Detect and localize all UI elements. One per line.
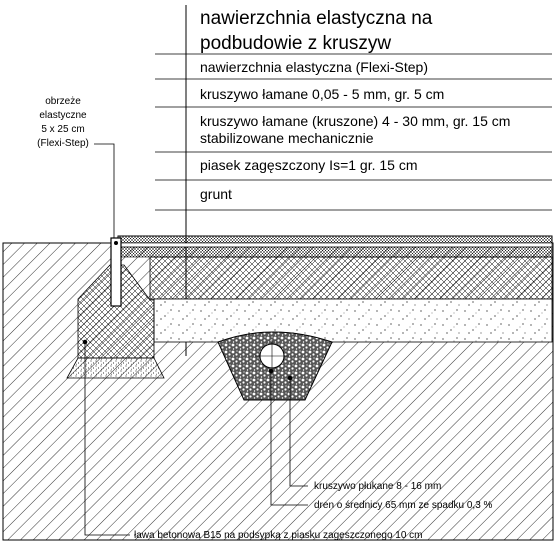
drawing-title-line: nawierzchnia elastyczna na — [200, 8, 433, 29]
callout-drain-aggregate: kruszywo płukane 8 - 16 mm — [314, 481, 442, 492]
edge-label-line: (Flexi-Step) — [37, 138, 89, 149]
crushed-aggregate-layer — [150, 257, 552, 299]
surface-layer-fine — [118, 247, 552, 257]
edge-label — [37, 96, 114, 243]
layer-label-fine-aggregate: kruszywo łamane 0,05 - 5 mm, gr. 5 cm — [200, 86, 445, 102]
edge-label-line: obrzeże — [45, 96, 81, 107]
layer-label-crushed-aggregate-line2: stabilizowane mechanicznie — [200, 130, 374, 146]
layer-label-sand: piasek zagęszczony Is=1 gr. 15 cm — [200, 157, 418, 173]
edge-label-line: 5 x 25 cm — [41, 124, 85, 135]
layer-label-surface: nawierzchnia elastyczna (Flexi-Step) — [200, 59, 428, 75]
edge-label-line: elastyczne — [39, 110, 87, 121]
layer-label-crushed-aggregate: kruszywo łamane (kruszone) 4 - 30 mm, gr. 15 cm — [200, 113, 511, 129]
surface-layer — [118, 236, 552, 243]
callout-drain-pipe: dren o średnicy 65 mm ze spadku 0,3 % — [314, 500, 493, 511]
sand-layer-stipple — [154, 299, 552, 342]
bench-sand-bed — [67, 358, 164, 378]
section-layers — [3, 236, 553, 540]
elastic-edge-strip — [111, 238, 121, 306]
edge-reference-dot — [114, 241, 118, 245]
edge-leader-line — [94, 144, 114, 243]
drawing-title-line: podbudowie z kruszyw — [200, 33, 392, 54]
callout-bench: ława betonowa B15 na podsypką z piasku zagęszczonego 10 cm — [134, 530, 423, 541]
layer-label-subsoil: grunt — [200, 186, 232, 202]
surface-layer-fill — [118, 243, 552, 247]
